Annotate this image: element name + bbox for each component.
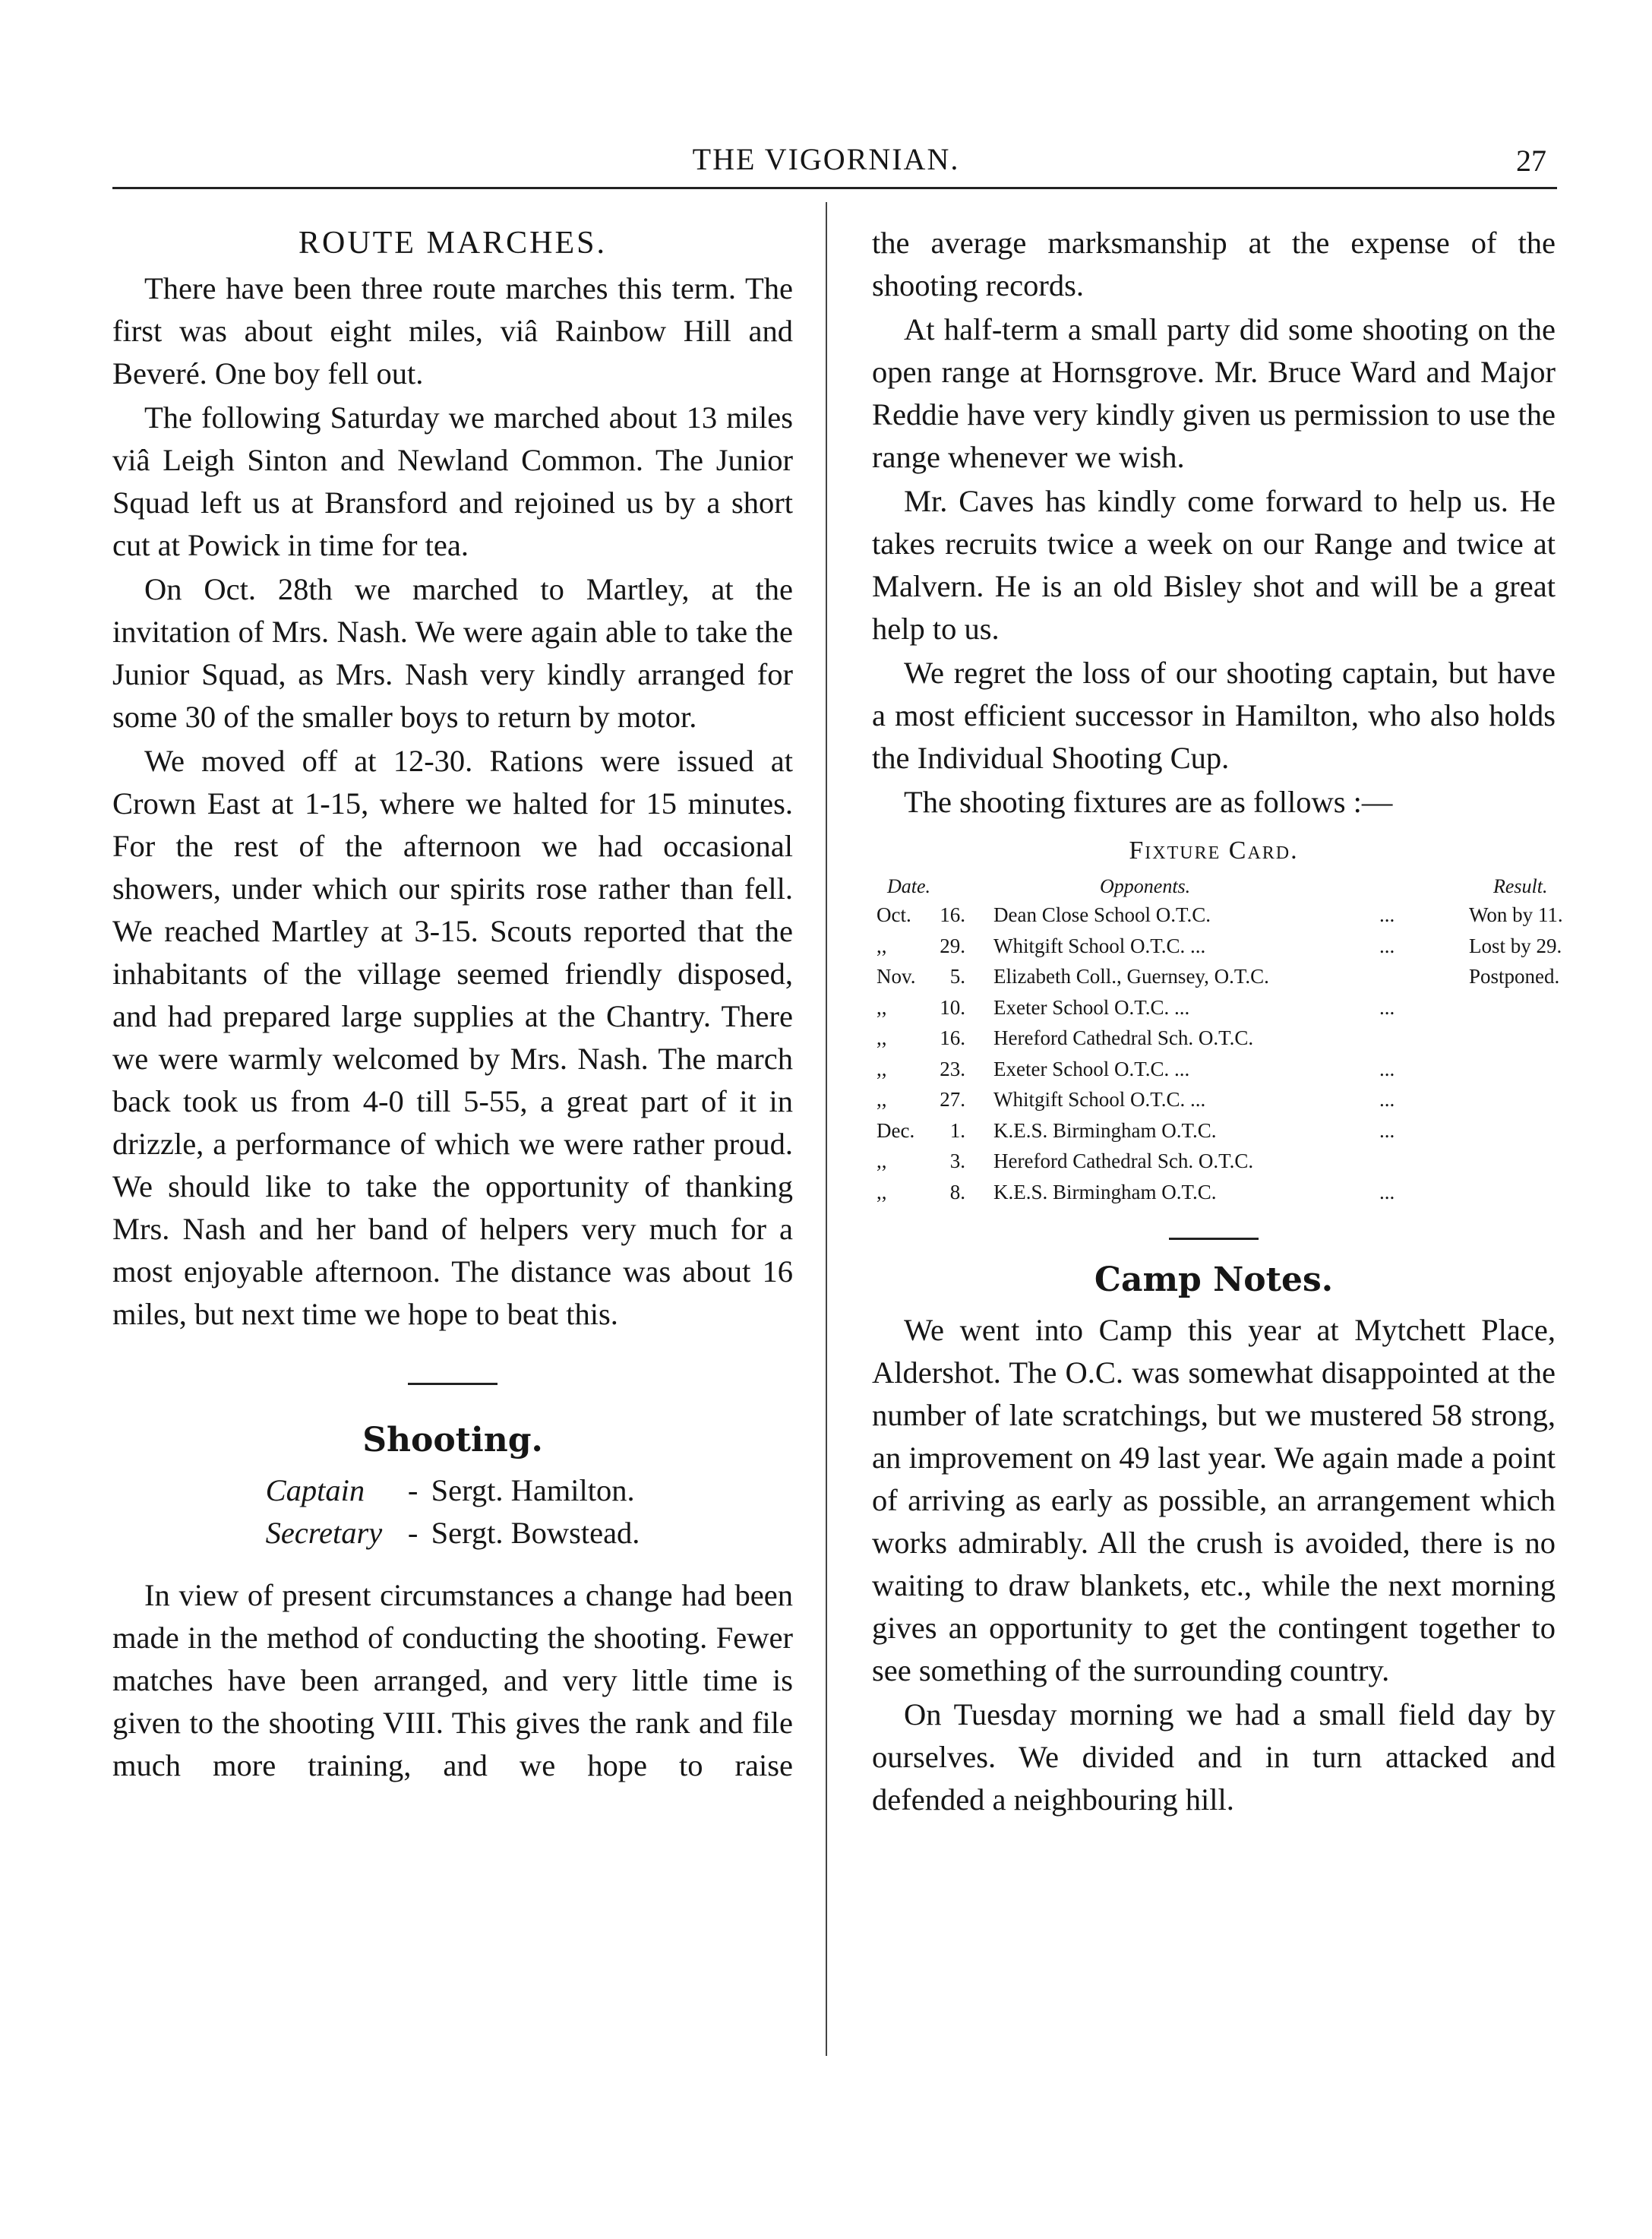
header-rule xyxy=(112,187,1557,189)
table-row xyxy=(872,900,1563,931)
row-opponent: K.E.S. Birmingham O.T.C. xyxy=(993,1118,1217,1142)
shooting-cont-paragraph-4: We regret the loss of our shooting captain, but have a most efficient successor in Hamilton, who also holds the Individual Shooting Cup. xyxy=(872,656,1556,775)
right-column xyxy=(872,222,1563,1821)
table-row xyxy=(872,1146,1556,1177)
row-day: 23. xyxy=(940,1057,965,1080)
route-paragraph-3: On Oct. 28th we marched to Martley, at the invitation of Mrs. Nash. We were again able to take the Junior Squad, as Mrs. Nash very kindly arranged for some 30 of the smaller boys to return by motor. xyxy=(112,572,793,734)
table-row xyxy=(872,1023,1556,1054)
row-result: Lost by 29. xyxy=(1469,934,1562,957)
table-row xyxy=(872,1054,1556,1085)
section-separator xyxy=(112,1336,793,1392)
row-opponent: Exeter School O.T.C. ... xyxy=(993,1057,1190,1080)
shooting-title: Shooting. xyxy=(362,1421,543,1459)
row-leader-dots: ... xyxy=(1379,1057,1395,1080)
row-opponent: Whitgift School O.T.C. ... xyxy=(993,1088,1206,1111)
table-row xyxy=(872,1084,1556,1115)
row-month: Oct. xyxy=(877,903,911,926)
row-month: ,, xyxy=(877,934,887,957)
header-result: Result. xyxy=(1493,875,1548,897)
left-column xyxy=(112,222,793,1787)
row-opponent: Hereford Cathedral Sch. O.T.C. xyxy=(993,1026,1254,1049)
row-day: 16. xyxy=(940,1026,965,1049)
shooting-officers xyxy=(112,1469,793,1554)
row-day: 16. xyxy=(940,903,965,926)
fixture-table xyxy=(872,874,1563,1207)
captain-dash: - xyxy=(407,1473,419,1507)
shooting-cont-paragraph-3: Mr. Caves has kindly come forward to help us. He takes recruits twice a week on our Range and twice at Malvern. He is an old Bisley shot and will be a great help to us. xyxy=(872,484,1556,646)
route-marches-title: ROUTE MARCHES. xyxy=(298,226,608,261)
row-day: 10. xyxy=(940,995,965,1019)
shooting-cont-paragraph-2: At half-term a small party did some shooting on the open range at Hornsgrove. Mr. Bruce Ward and Major Reddie have very kindly given us permission to use the range whenever we wish. xyxy=(872,312,1556,474)
row-day: 5. xyxy=(949,965,965,988)
row-month: ,, xyxy=(877,1150,887,1172)
secretary-label: Secretary xyxy=(265,1516,383,1550)
row-day: 29. xyxy=(940,934,965,957)
row-opponent: Dean Close School O.T.C. xyxy=(993,903,1211,926)
row-day: 27. xyxy=(940,1088,965,1111)
row-month: Dec. xyxy=(877,1118,915,1142)
table-row xyxy=(872,931,1562,962)
route-paragraph-1: There have been three route marches this term. The first was about eight miles, viâ Rainbow Hill and Beveré. One boy fell out. xyxy=(112,271,793,391)
camp-paragraph-1: We went into Camp this year at Mytchett Place, Aldershot. The O.C. was somewhat disappointed at the number of late scratchings, but we mustered 58 strong, an improvement on 49 last year. We again made a point of arriving as early as possible, an arrangement which works admirably. All the crush is avoided, there is no waiting to draw blankets, etc., while the next morning gives an opportunity to get the contingent together to see something of the surrounding country. xyxy=(872,1313,1556,1687)
row-opponent: Elizabeth Coll., Guernsey, O.T.C. xyxy=(993,965,1269,988)
row-result: Won by 11. xyxy=(1469,903,1563,926)
row-month: ,, xyxy=(877,1057,887,1080)
row-result: Postponed. xyxy=(1469,965,1560,988)
row-leader-dots: ... xyxy=(1379,1180,1395,1203)
section-separator xyxy=(872,1207,1556,1253)
column-divider xyxy=(826,202,827,2056)
row-leader-dots: ... xyxy=(1379,934,1395,957)
row-leader-dots: ... xyxy=(1379,903,1395,926)
row-month: ,, xyxy=(877,1180,887,1203)
secretary-name: Sergt. Bowstead. xyxy=(431,1516,640,1550)
row-day: 1. xyxy=(949,1118,965,1142)
row-opponent: K.E.S. Birmingham O.T.C. xyxy=(993,1180,1217,1203)
row-opponent: Whitgift School O.T.C. ... xyxy=(993,934,1206,957)
route-paragraph-2: The following Saturday we marched about 13 miles viâ Leigh Sinton and Newland Common. The Junior Squad left us at Bransford and rejoined us by a short cut at Powick in time for tea. xyxy=(112,400,793,562)
shooting-cont-paragraph-5: The shooting fixtures are as follows :— xyxy=(904,785,1393,819)
row-month: Nov. xyxy=(877,965,916,988)
page-number: 27 xyxy=(1516,144,1546,178)
row-month: ,, xyxy=(877,995,887,1019)
captain-label: Captain xyxy=(265,1473,365,1507)
row-month: ,, xyxy=(877,1088,887,1111)
table-row xyxy=(872,992,1556,1023)
row-day: 8. xyxy=(949,1180,965,1203)
fixture-card-title: Fixture Card. xyxy=(1129,836,1299,865)
page-header-title: THE VIGORNIAN. xyxy=(692,142,960,176)
row-leader-dots: ... xyxy=(1379,995,1395,1019)
row-leader-dots: ... xyxy=(1379,1118,1395,1142)
fixture-table-header xyxy=(872,874,1556,900)
secretary-dash: - xyxy=(407,1516,419,1550)
shooting-cont-paragraph-1: the average marksmanship at the expense of the shooting records. xyxy=(872,226,1556,302)
table-row xyxy=(872,1115,1556,1146)
table-row xyxy=(872,961,1560,992)
camp-paragraph-2: On Tuesday morning we had a small field day by ourselves. We divided and in turn attacked and defended a neighbouring hill. xyxy=(872,1697,1556,1817)
row-day: 3. xyxy=(949,1150,965,1172)
captain-name: Sergt. Hamilton. xyxy=(431,1473,635,1507)
row-opponent: Hereford Cathedral Sch. O.T.C. xyxy=(993,1150,1254,1172)
table-row xyxy=(872,1177,1556,1208)
shooting-paragraph: In view of present circumstances a change had been made in the method of conducting the shooting. Fewer matches have been arranged, and very little time is given to the shooting VIII. This gives the rank and file much more training, and we hope to raise xyxy=(112,1578,793,1782)
row-month: ,, xyxy=(877,1026,887,1049)
route-paragraph-4: We moved off at 12-30. Rations were issued at Crown East at 1-15, where we halted for 15 minutes. For the rest of the afternoon we had occasional showers, under which our spirits rose rather than fell. We reached Martley at 3-15. Scouts reported that the inhabitants of the village seemed friendly disposed, and had prepared large supplies at the Chantry. There we were warmly welcomed by Mrs. Nash. The march back took us from 4-0 till 5-55, a great part of it in drizzle, a performance of which we were rather proud. We should like to take the opportunity of thanking Mrs. Nash and her band of helpers very much for a most enjoyable afternoon. The distance was about 16 miles, but next time we hope to beat this. xyxy=(112,744,793,1331)
row-opponent: Exeter School O.T.C. ... xyxy=(993,995,1190,1019)
camp-notes-title: Camp Notes. xyxy=(1094,1260,1334,1299)
row-leader-dots: ... xyxy=(1379,1088,1395,1111)
header-date: Date. xyxy=(887,875,931,897)
header-opponents: Opponents. xyxy=(1100,875,1191,897)
